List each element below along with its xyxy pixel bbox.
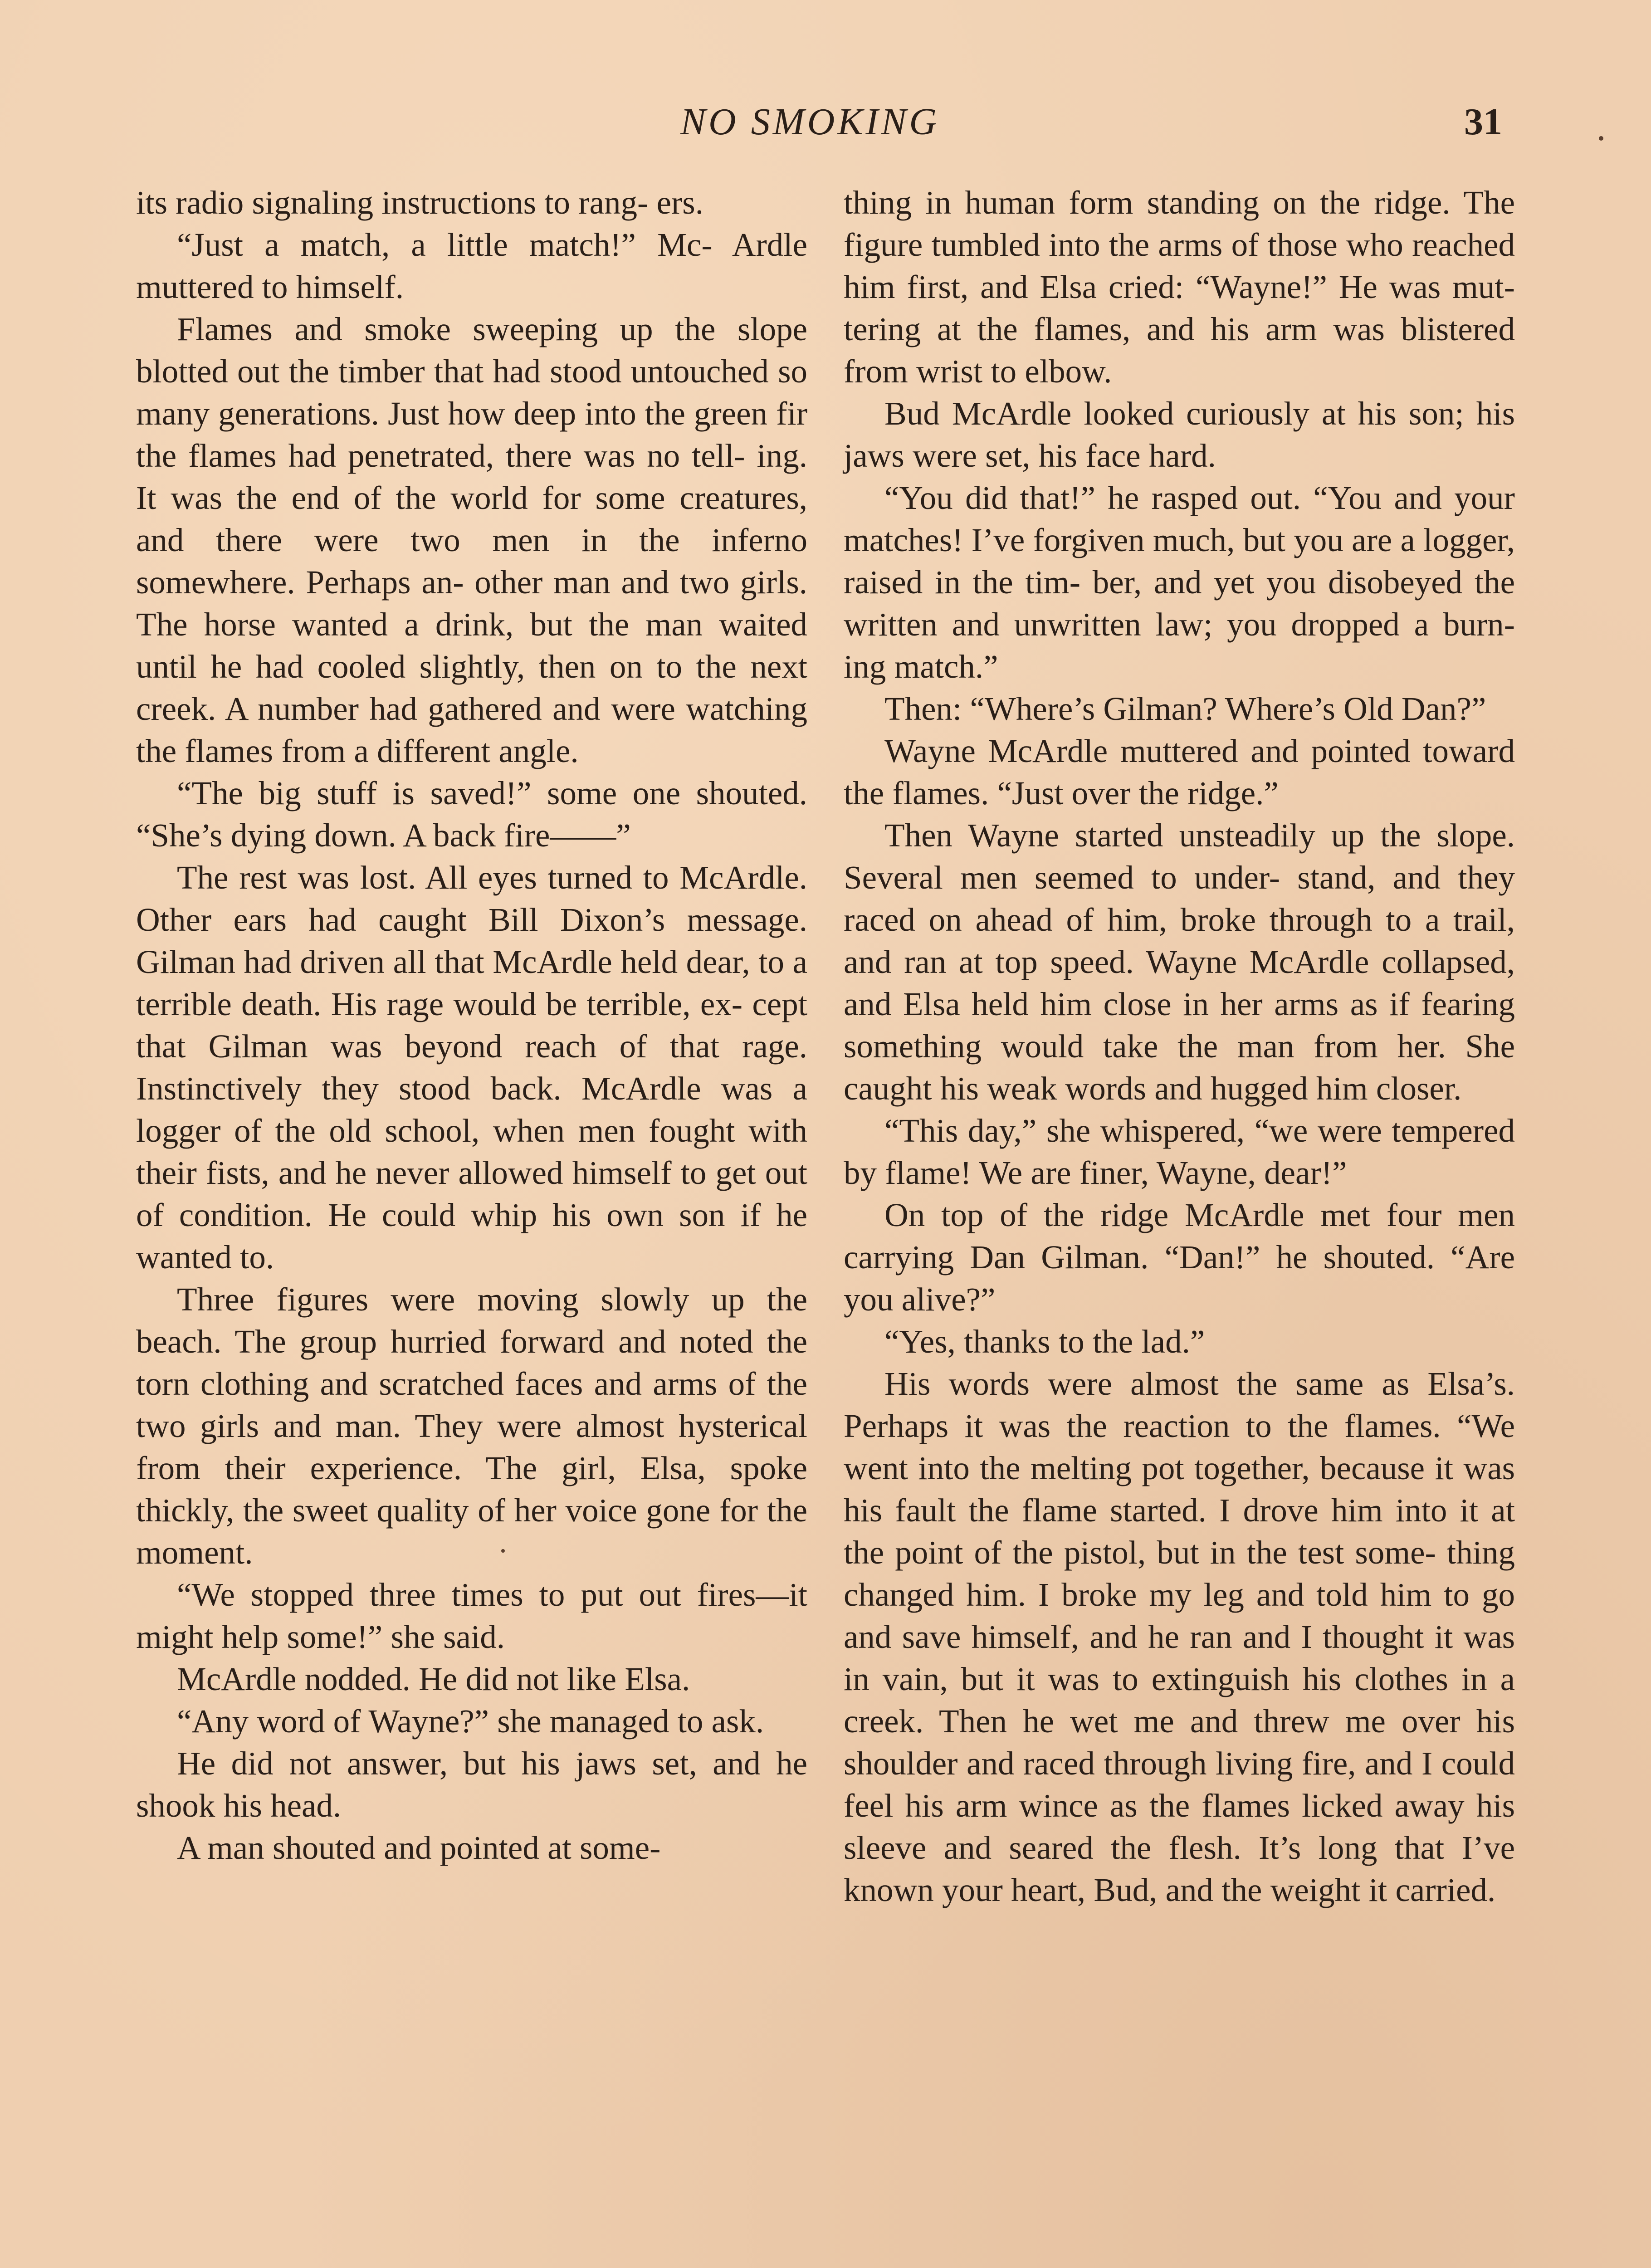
paragraph: “This day,” she whispered, “we were tempered by flame! We are finer, Wayne, dear!” bbox=[844, 1112, 1515, 1191]
paragraph: A man shouted and pointed at some- bbox=[177, 1829, 661, 1866]
running-title: NO SMOKING bbox=[680, 101, 940, 143]
right-column bbox=[844, 181, 1515, 1911]
paragraph: Flames and smoke sweeping up the slope blotted out the timber that had stood untouched so many generations. Just how deep into the green fir the flames had penetrated, there was no tell- ing. It was the end of the world for some creatures, and there were two men in the inferno somewhere. Perhaps an- other man and two girls. The horse wanted a drink, but the man waited until he had cooled slightly, then on to the next creek. A number had gathered and were watching the flames from a different angle. bbox=[136, 311, 807, 769]
paragraph: Then Wayne started unsteadily up the slope. Several men seemed to under- stand, and they raced on ahead of him, broke through to a trail, and ran at top speed. Wayne McArdle collapsed, and Elsa held him close in her arms as if fearing something would take the man from her. She caught his weak words and hugged him closer. bbox=[844, 817, 1515, 1107]
left-column bbox=[136, 181, 807, 1869]
running-head bbox=[0, 91, 1651, 154]
paragraph: Three figures were moving slowly up the beach. The group hurried forward and noted the torn clothing and scratched faces and arms of the two girls and man. They were almost hysterical from their experience. The girl, Elsa, spoke thickly, the sweet quality of her voice gone for the moment. bbox=[136, 1281, 807, 1571]
paragraph: “Any word of Wayne?” she managed to ask. bbox=[177, 1703, 764, 1740]
paragraph: He did not answer, but his jaws set, and he shook his head. bbox=[136, 1745, 807, 1824]
paragraph: McArdle nodded. He did not like Elsa. bbox=[177, 1661, 690, 1697]
paragraph: Bud McArdle looked curiously at his son; his jaws were set, his face hard. bbox=[844, 395, 1515, 474]
paragraph: “We stopped three times to put out fires—it might help some!” she said. bbox=[136, 1576, 807, 1655]
page-number: 31 bbox=[1464, 101, 1502, 143]
ink-speck bbox=[1599, 136, 1603, 141]
paragraph: thing in human form standing on the ridge. The figure tumbled into the arms of those who reached him first, and Elsa cried: “Wayne!” He was mut- tering at the flames, and his arm was blistered from wrist to elbow. bbox=[844, 184, 1515, 390]
paragraph: “Just a match, a little match!” Mc- Ardle muttered to himself. bbox=[136, 226, 807, 305]
paragraph: The rest was lost. All eyes turned to McArdle. Other ears had caught Bill Dixon’s message. Gilman had driven all that McArdle held dear, to a terrible death. His rage would be terrible, ex- cept that Gilman was beyond reach of that rage. Instinctively they stood back. McArdle was a logger of the old school, when men fought with their fists, and he never allowed himself to get out of condition. He could whip his own son if he wanted to. bbox=[136, 859, 807, 1276]
paragraph: its radio signaling instructions to rang- ers. bbox=[136, 184, 703, 221]
ink-speck bbox=[501, 1549, 505, 1553]
paragraph: “You did that!” he rasped out. “You and your matches! I’ve forgiven much, but you are a logger, raised in the tim- ber, and yet you disobeyed the written and unwritten law; you dropped a burn- ing match.” bbox=[844, 479, 1515, 685]
paragraph: Then: “Where’s Gilman? Where’s Old Dan?” bbox=[884, 690, 1486, 727]
paragraph: His words were almost the same as Elsa’s. Perhaps it was the reaction to the flames. “We went into the melting pot together, because it was his fault the flame started. I drove him into it at the point of the pistol, but in the test some- thing changed him. I broke my leg and told him to go and save himself, and he ran and I thought it was in vain, but it was to extinguish his clothes in a creek. Then he wet me and threw me over his shoulder and raced through living fire, and I could feel his arm wince as the flames licked away his sleeve and seared the flesh. It’s long that I’ve known your heart, Bud, and the weight it carried. bbox=[844, 1365, 1515, 1908]
paragraph: Wayne McArdle muttered and pointed toward the flames. “Just over the ridge.” bbox=[844, 733, 1515, 811]
paragraph: “Yes, thanks to the lad.” bbox=[884, 1323, 1205, 1360]
paragraph: On top of the ridge McArdle met four men carrying Dan Gilman. “Dan!” he shouted. “Are you alive?” bbox=[844, 1197, 1515, 1318]
paragraph: “The big stuff is saved!” some one shouted. “She’s dying down. A back fire——” bbox=[136, 775, 807, 854]
